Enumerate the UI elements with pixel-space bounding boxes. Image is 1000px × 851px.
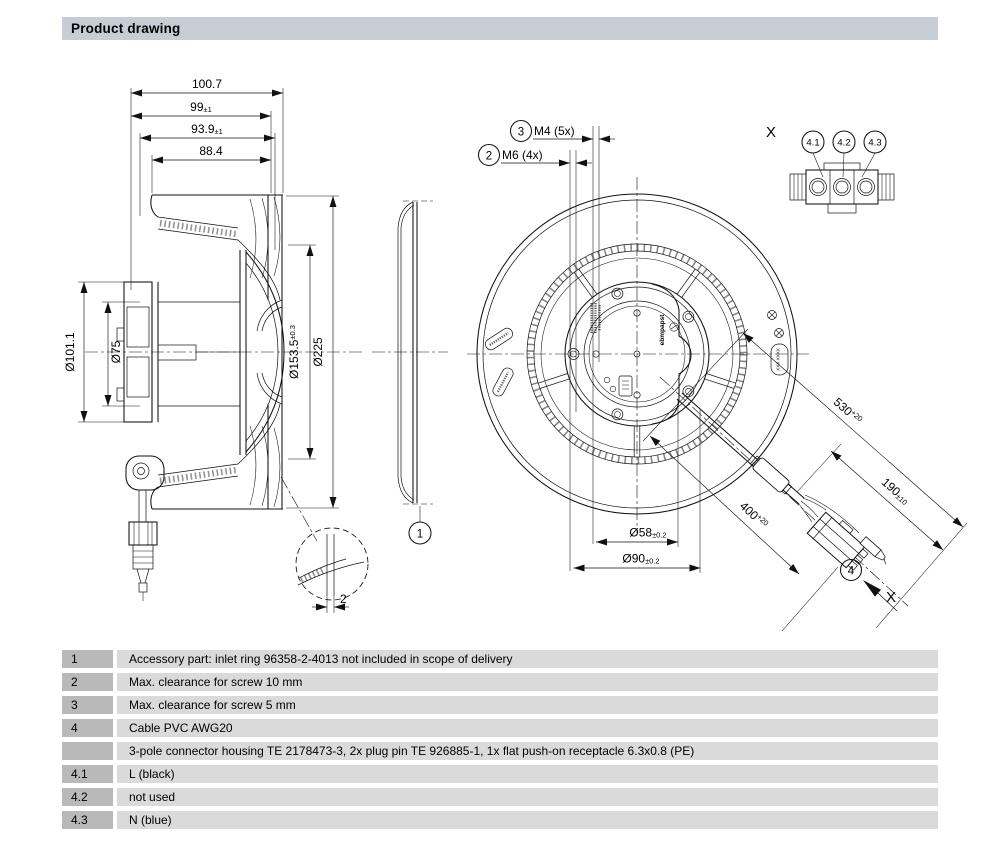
table-row (62, 742, 938, 760)
table-row (62, 650, 938, 668)
dim-100-7: 100.7 (191, 77, 223, 91)
inlet-ring-part (372, 201, 448, 544)
note-text: N (blue) (117, 811, 938, 829)
table-row (62, 673, 938, 691)
note-ref: 3 (62, 696, 113, 714)
dim-cable-total: $530^{+20}$ (830, 394, 865, 424)
note-ref: 2 (62, 673, 113, 691)
view-direction-arrow (863, 580, 881, 597)
callout-cable: 4 (847, 565, 855, 578)
table-row (62, 788, 938, 806)
brand-logo: ebmpapst (659, 314, 666, 346)
note-text: Max. clearance for screw 5 mm (117, 696, 938, 714)
connector-detail (766, 124, 894, 213)
mold-label-1 (483, 326, 514, 352)
screw-heads (768, 311, 784, 338)
note-text: Cable PVC AWG20 (117, 719, 938, 737)
side-view-dimensions (63, 77, 339, 508)
note-text: L (black) (117, 765, 938, 783)
callout-m4-label: M4 (5x) (534, 124, 575, 138)
detail-circle-gap (281, 477, 368, 613)
dim-88-4: 88.4 (199, 144, 223, 158)
notes-table (62, 650, 938, 834)
dim-motor-od: Ø101.1 (63, 332, 77, 372)
marking-label-text: XXX XXXX (775, 348, 781, 371)
callout-m6-label: M6 (4x) (502, 148, 543, 162)
note-text: 3-pole connector housing TE 2178473-3, 2x plug pin TE 926885-1, 1x flat push-on receptacle 6.3x0.8 (PE) (117, 742, 938, 760)
side-view (85, 195, 368, 613)
note-ref: 4.2 (62, 788, 113, 806)
callout-pin-n: 4.3 (868, 137, 882, 149)
note-ref (62, 742, 113, 760)
dim-99: 99±1 (190, 100, 212, 114)
table-row (62, 696, 938, 714)
cable-assembly (677, 393, 897, 611)
table-row (62, 719, 938, 737)
note-text: not used (117, 788, 938, 806)
dim-impeller-od: Ø225 (311, 337, 325, 367)
mold-label-2 (491, 366, 515, 398)
view-x-label: X (886, 589, 897, 606)
note-ref: 1 (62, 650, 113, 668)
callout-inlet-ring: 1 (416, 528, 424, 541)
dim-93-9: 93.9±1 (191, 122, 223, 136)
dim-cable-end: 190±10 (878, 474, 910, 508)
dim-pcd-small: Ø58±0.2 (629, 525, 667, 540)
side-cable-gland (126, 456, 164, 601)
note-ref: 4.3 (62, 811, 113, 829)
detail-x-label: X (766, 124, 777, 141)
callout-m6-num: 2 (485, 150, 493, 163)
dim-gap-2: 2 (340, 592, 347, 606)
note-ref: 4.1 (62, 765, 113, 783)
table-row (62, 765, 938, 783)
note-ref: 4 (62, 719, 113, 737)
callout-m4-num: 3 (517, 126, 525, 139)
note-text: Accessory part: inlet ring 96358-2-4013 not included in scope of delivery (117, 650, 938, 668)
callout-pin-l: 4.1 (806, 137, 820, 149)
table-row (62, 811, 938, 829)
rating-plate (619, 376, 632, 396)
callout-pin-nc: 4.2 (837, 137, 851, 149)
dim-inlet-d: $Ø153.5^{\pm 0.3}$ (287, 325, 301, 379)
page-title: Product drawing (71, 21, 181, 36)
note-text: Max. clearance for screw 10 mm (117, 673, 938, 691)
dim-rotor-od: Ø75 (109, 340, 123, 364)
dim-pcd-large: Ø90±0.2 (622, 551, 660, 566)
dim-cable: $400^{+20}$ (736, 498, 771, 528)
